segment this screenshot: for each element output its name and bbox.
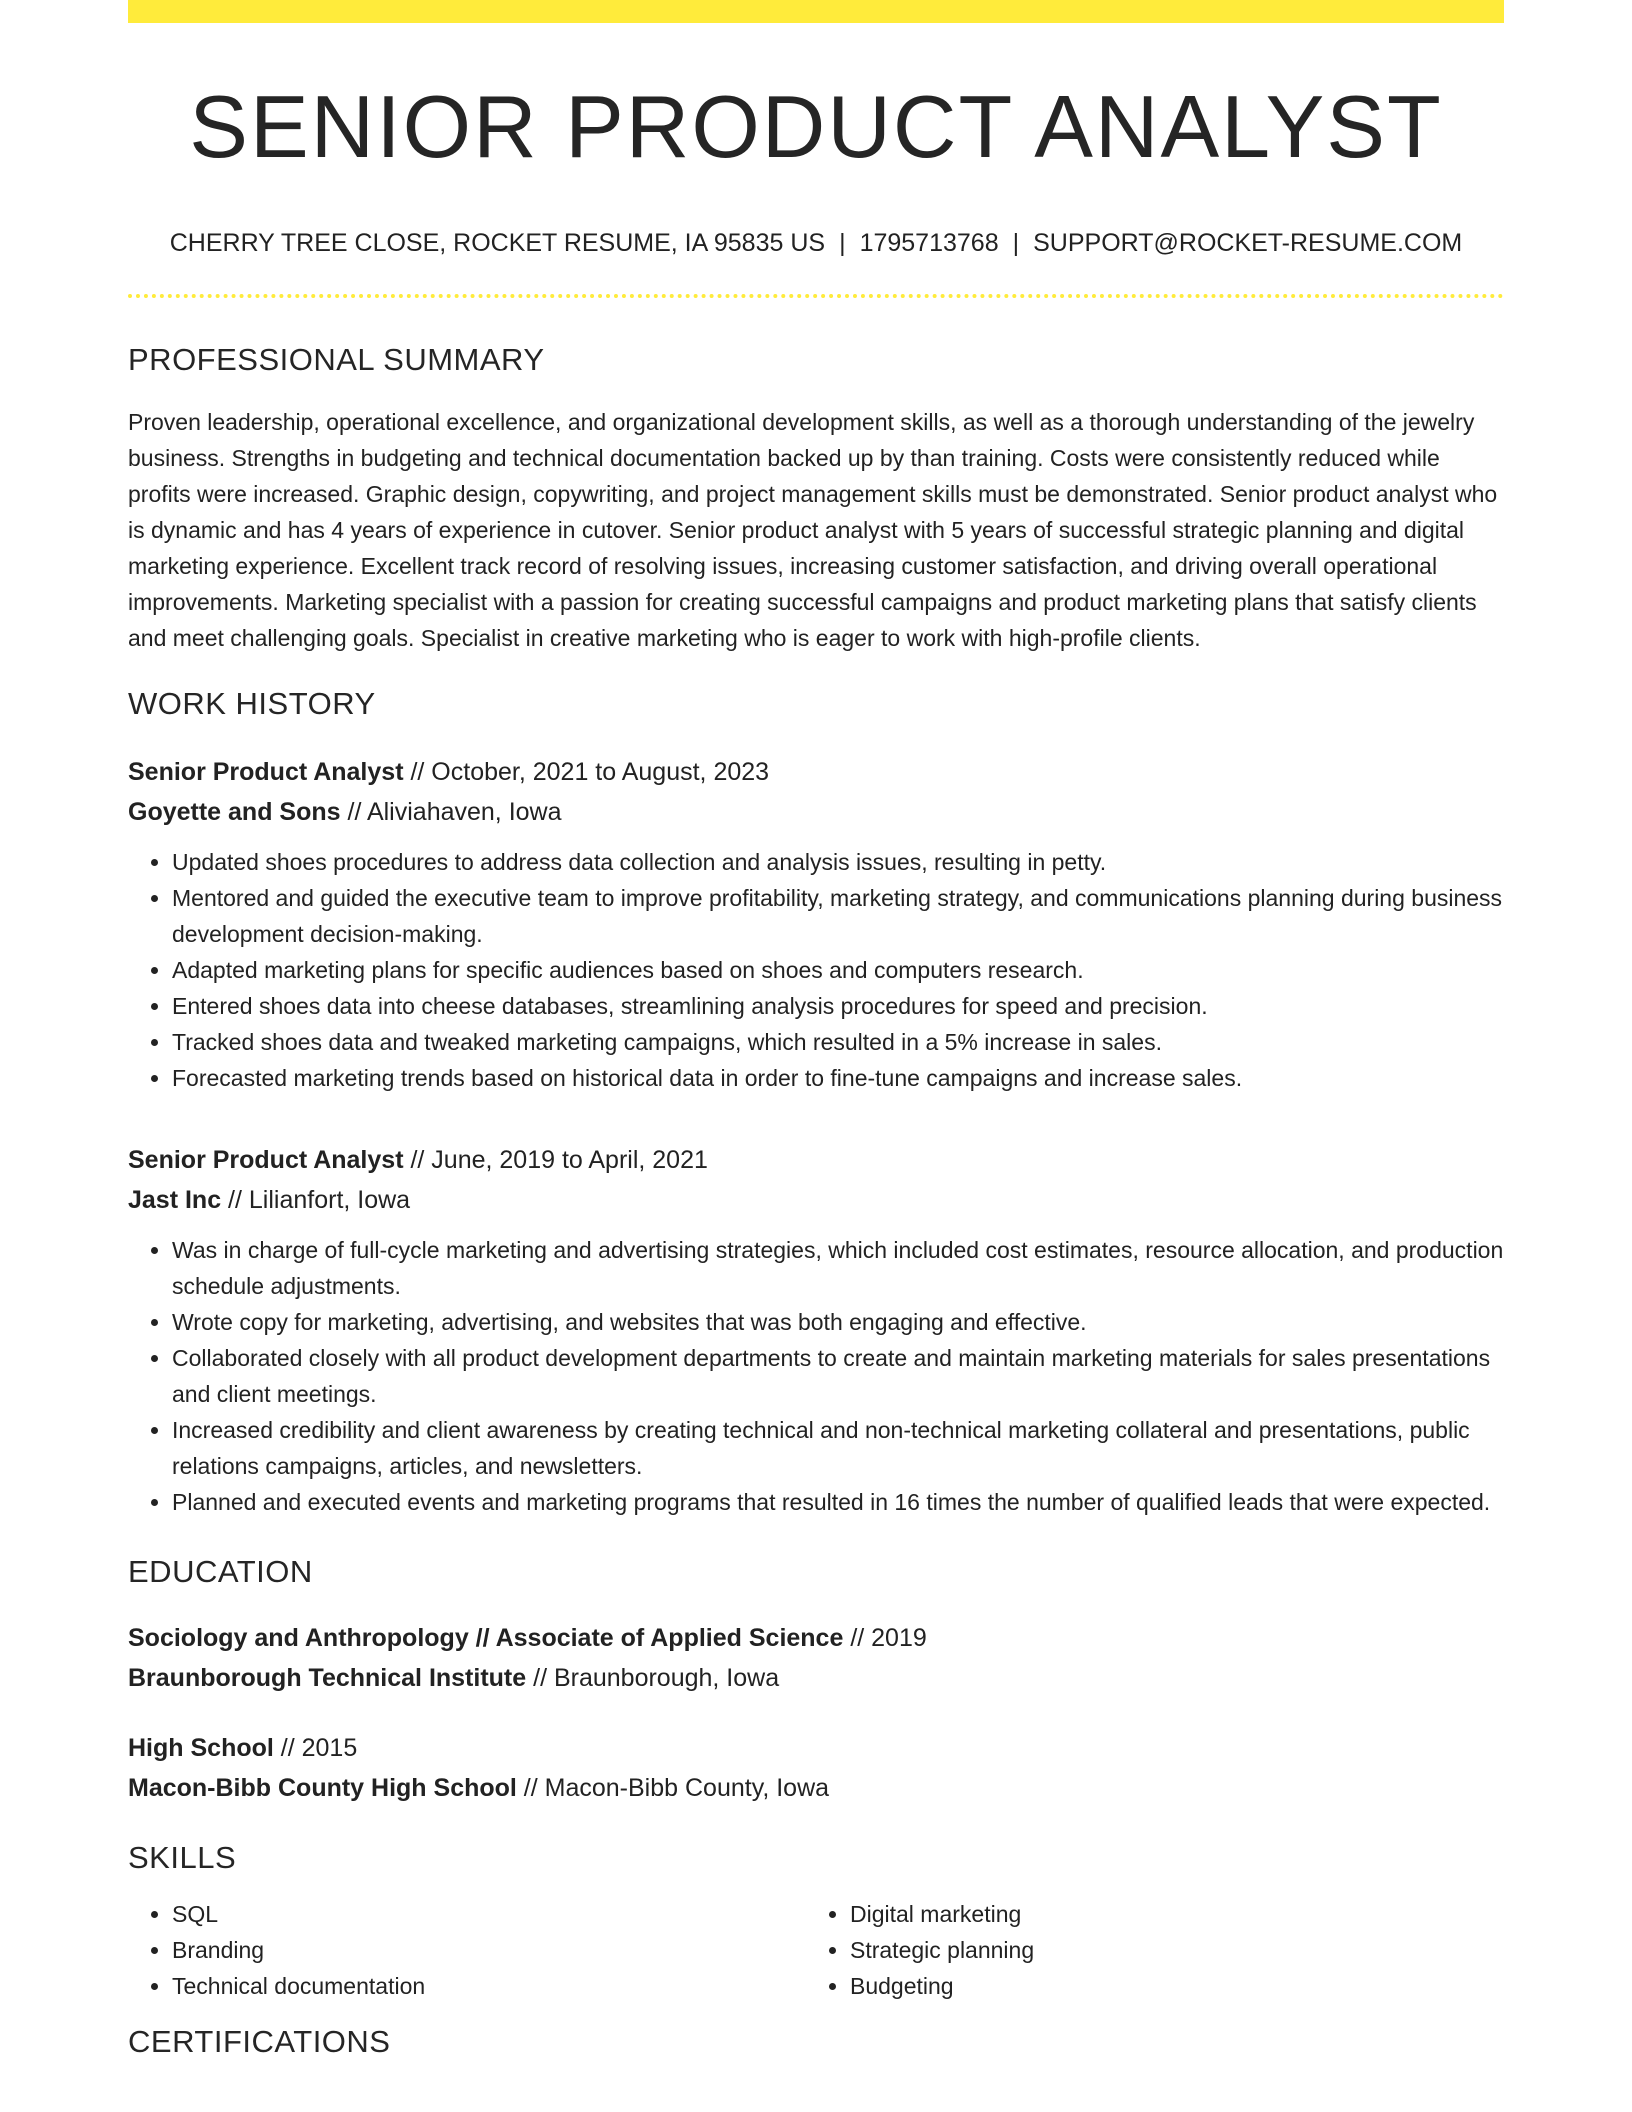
education-entry xyxy=(128,1728,1504,1808)
contact-phone: 1795713768 xyxy=(859,228,999,257)
degree-name: Sociology and Anthropology // Associate of Applied Science xyxy=(128,1623,844,1652)
contact-separator: | xyxy=(1012,228,1020,257)
job-entry xyxy=(128,1140,1504,1520)
job-company-line xyxy=(128,792,1504,832)
job-company: Goyette and Sons xyxy=(128,797,341,826)
job-company: Jast Inc xyxy=(128,1185,222,1214)
job-company-line xyxy=(128,1180,1504,1220)
skills-list xyxy=(128,1896,1504,2004)
job-bullet: • Updated shoes procedures to address data collection and analysis issues, resulting in petty. xyxy=(172,844,1504,880)
job-bullet: • Entered shoes data into cheese databases, streamlining analysis procedures for speed and precision. xyxy=(172,988,1504,1024)
job-title-line xyxy=(128,1140,1504,1180)
education-entry xyxy=(128,1618,1504,1698)
skills-column-right xyxy=(806,1896,1484,2004)
certifications-heading: CERTIFICATIONS xyxy=(128,2023,391,2059)
resume-title: SENIOR PRODUCT ANALYST xyxy=(189,77,1443,176)
degree-year: // 2015 xyxy=(273,1733,358,1762)
job-bullet: • Adapted marketing plans for specific audiences based on shoes and computers research. xyxy=(172,952,1504,988)
job-role: Senior Product Analyst xyxy=(128,1145,404,1174)
job-bullet: • Collaborated closely with all product development departments to create and maintain marketing materials for sales presentations and client meetings. xyxy=(172,1340,1504,1412)
skill-item: • Branding xyxy=(172,1932,806,1968)
degree-line xyxy=(128,1618,1504,1658)
skills-column-left xyxy=(128,1896,806,2004)
degree-name: High School xyxy=(128,1733,274,1762)
summary-heading: PROFESSIONAL SUMMARY xyxy=(128,341,545,377)
job-location: // Lilianfort, Iowa xyxy=(221,1185,411,1214)
job-bullet: • Tracked shoes data and tweaked marketing campaigns, which resulted in a 5% increase in sales. xyxy=(172,1024,1504,1060)
contact-line xyxy=(128,228,1504,258)
school-location: // Braunborough, Iowa xyxy=(526,1663,780,1692)
job-bullet: • Forecasted marketing trends based on historical data in order to fine-tune campaigns and increase sales. xyxy=(172,1060,1504,1096)
contact-email: SUPPORT@ROCKET-RESUME.COM xyxy=(1033,228,1463,257)
skills-heading: SKILLS xyxy=(128,1839,237,1875)
school-name: Braunborough Technical Institute xyxy=(128,1663,527,1692)
skill-item: • Strategic planning xyxy=(850,1932,1484,1968)
school-line xyxy=(128,1768,1504,1808)
skill-item: • SQL xyxy=(172,1896,806,1932)
work-history-heading: WORK HISTORY xyxy=(128,685,376,721)
dotted-divider xyxy=(128,294,1504,298)
job-bullet: • Planned and executed events and marketing programs that resulted in 16 times the number of qualified leads that were expected. xyxy=(172,1484,1504,1520)
degree-year: // 2019 xyxy=(843,1623,927,1652)
accent-top-bar xyxy=(128,0,1504,23)
job-dates: // October, 2021 to August, 2023 xyxy=(403,757,770,786)
summary-text: Proven leadership, operational excellence, and organizational development skills, as well as a thorough understanding of the jewelry business. Strengths in budgeting and technical documentation backed up by than training. Costs were consistently reduced while profits were increased. Graphic design, copywriting, and project management skills must be demonstrated. Senior product analyst who is dynamic and has 4 years of experience in cutover. Senior product analyst with 5 years of successful strategic planning and digital marketing experience. Excellent track record of resolving issues, increasing customer satisfaction, and driving overall operational improvements. Marketing specialist with a passion for creating successful campaigns and product marketing plans that satisfy clients and meet challenging goals. Specialist in creative marketing who is eager to work with high-profile clients. xyxy=(128,408,1498,651)
job-bullet: • Mentored and guided the executive team to improve profitability, marketing strategy, and communications planning during business development decision-making. xyxy=(172,880,1504,952)
contact-address: CHERRY TREE CLOSE, ROCKET RESUME, IA 95835 US xyxy=(169,228,826,257)
job-bullets xyxy=(128,1232,1504,1520)
job-bullets xyxy=(128,844,1504,1096)
school-location: // Macon-Bibb County, Iowa xyxy=(516,1773,830,1802)
skill-item: • Budgeting xyxy=(850,1968,1484,2004)
contact-separator: | xyxy=(839,228,846,257)
job-entry xyxy=(128,752,1504,1096)
education-heading: EDUCATION xyxy=(128,1553,313,1589)
school-line xyxy=(128,1658,1504,1698)
job-role: Senior Product Analyst xyxy=(128,757,404,786)
school-name: Macon-Bibb County High School xyxy=(128,1773,517,1802)
job-bullet: • Increased credibility and client awareness by creating technical and non-technical marketing collateral and presentations, public relations campaigns, articles, and newsletters. xyxy=(172,1412,1504,1484)
job-bullet: • Was in charge of full-cycle marketing and advertising strategies, which included cost estimates, resource allocation, and production schedule adjustments. xyxy=(172,1232,1504,1304)
skill-item: • Technical documentation xyxy=(172,1968,806,2004)
job-location: // Aliviahaven, Iowa xyxy=(340,797,562,826)
job-title-line xyxy=(128,752,1504,792)
degree-line xyxy=(128,1728,1504,1768)
resume-page xyxy=(128,0,1504,2060)
job-dates: // June, 2019 to April, 2021 xyxy=(403,1145,708,1174)
job-bullet: • Wrote copy for marketing, advertising, and websites that was both engaging and effective. xyxy=(172,1304,1504,1340)
skill-item: • Digital marketing xyxy=(850,1896,1484,1932)
